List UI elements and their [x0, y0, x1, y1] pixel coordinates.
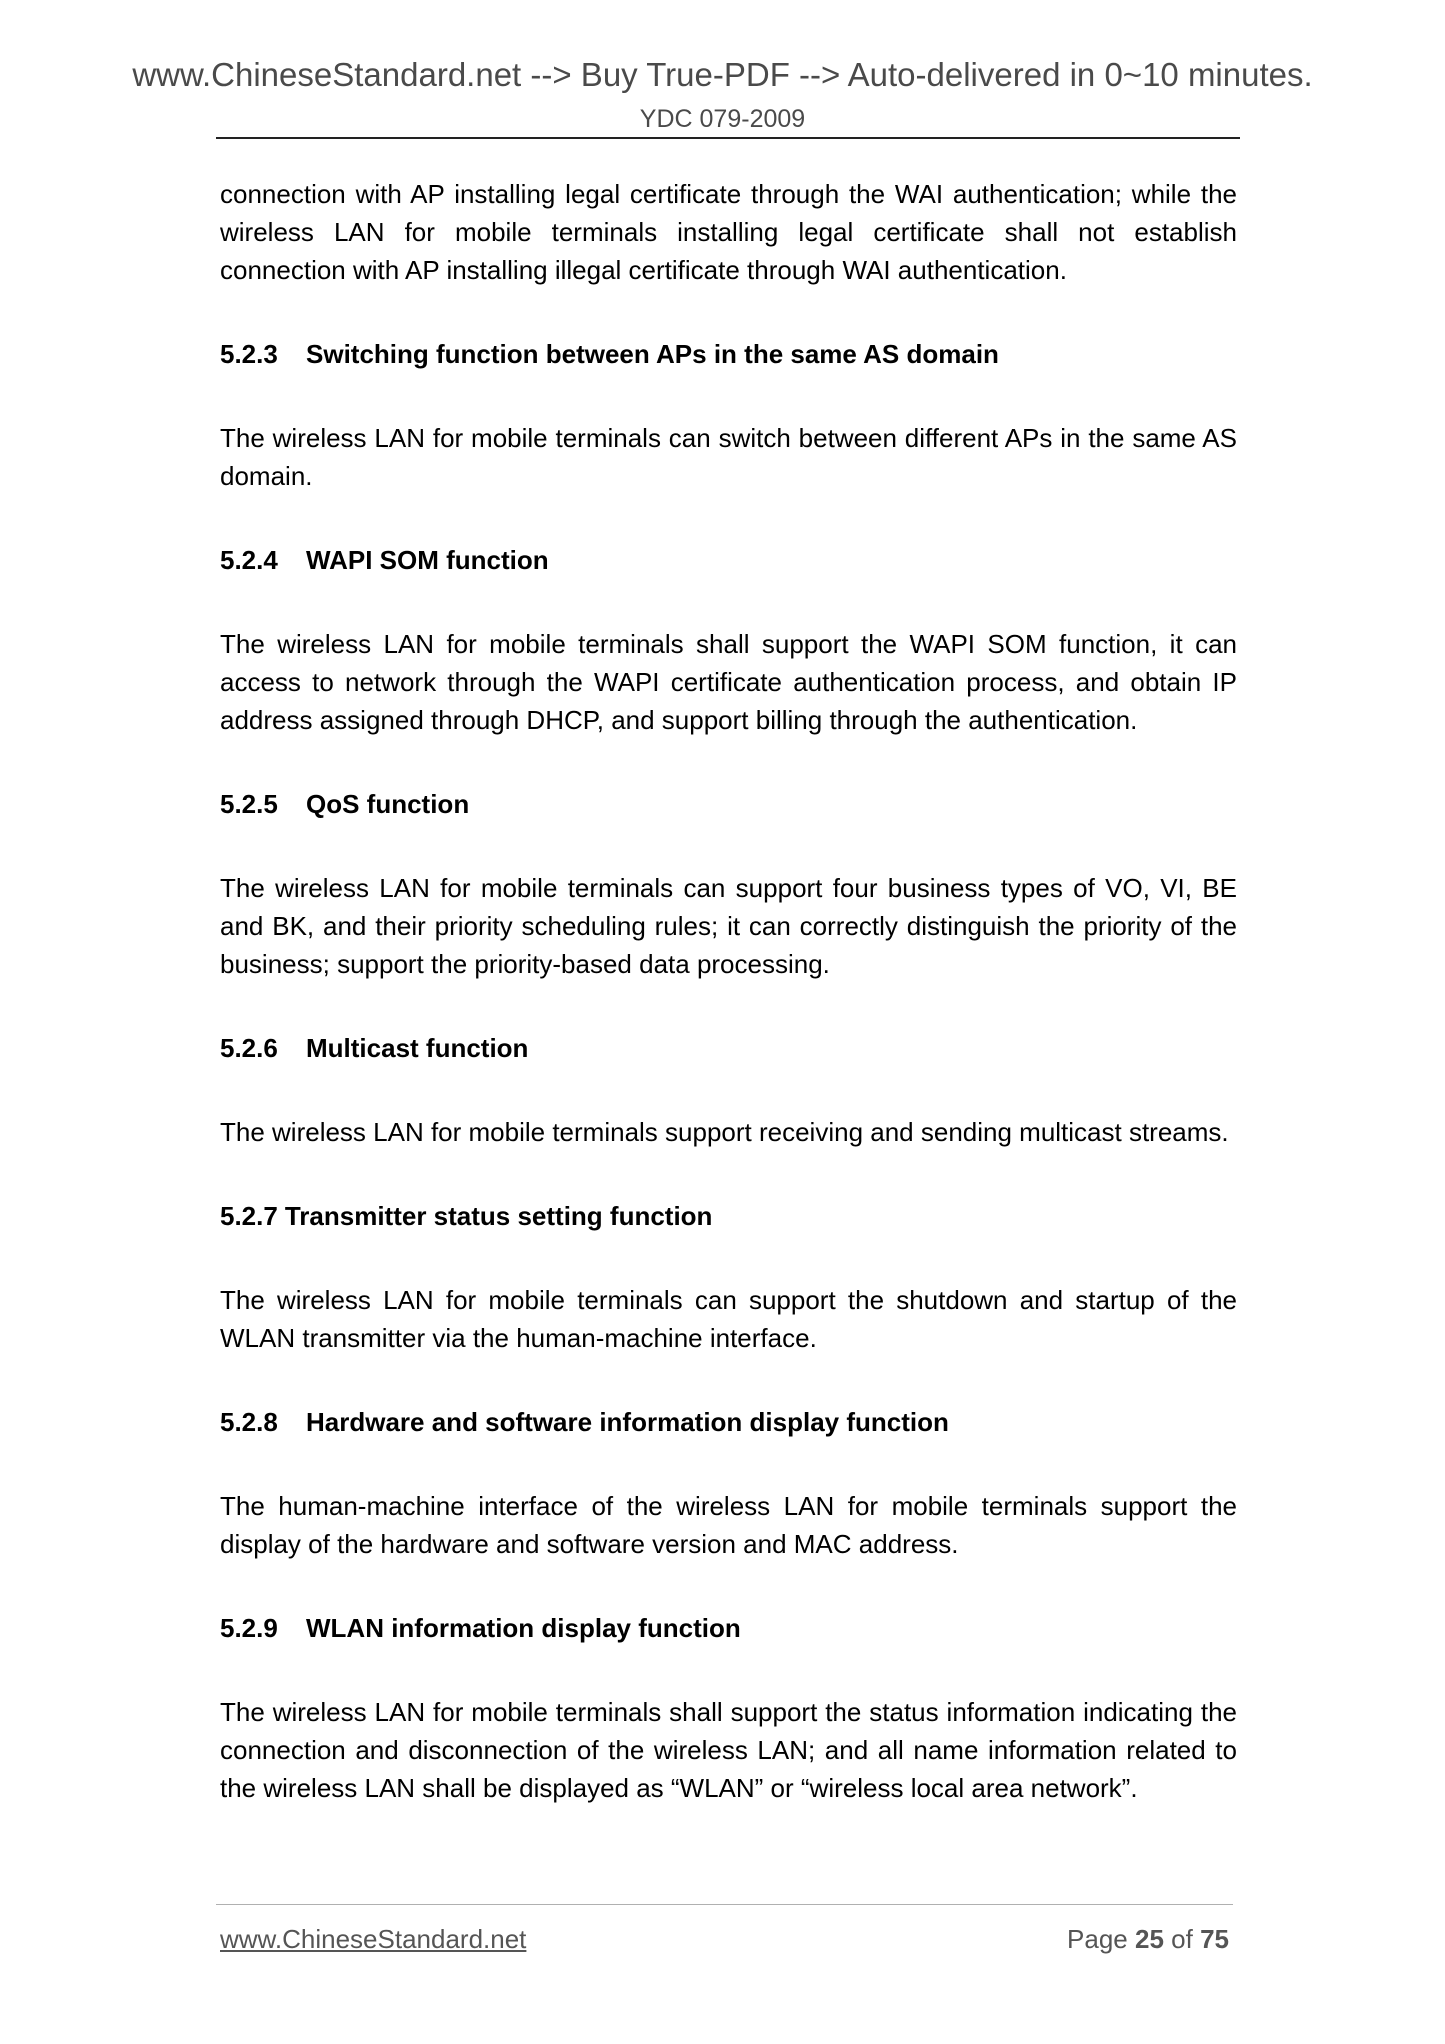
page-indicator: [1067, 1924, 1229, 1955]
section-number: 5.2.5: [220, 789, 278, 819]
page-label: Page: [1067, 1924, 1128, 1954]
section-paragraph-5-2-7: The wireless LAN for mobile terminals can support the shutdown and startup of the WLAN transmitter via the human-machine interface.: [220, 1285, 1237, 1353]
section-heading-5-2-5: [220, 785, 1237, 823]
section-title: Transmitter status setting function: [284, 1201, 713, 1231]
section-number: 5.2.4: [220, 545, 278, 575]
section-heading-5-2-3: [220, 335, 1237, 373]
section-heading-5-2-6: [220, 1029, 1237, 1067]
section-heading-5-2-9: [220, 1609, 1237, 1647]
section-heading-5-2-8: [220, 1403, 1237, 1441]
section-title: Multicast function: [306, 1033, 529, 1063]
page-of: of: [1171, 1924, 1193, 1954]
section-paragraph-5-2-4: The wireless LAN for mobile terminals shall support the WAPI SOM function, it can access to network through the WAPI certificate authentication process, and obtain IP address assigned through DHCP, and support billing through the authentication.: [220, 629, 1237, 735]
section-paragraph-5-2-8: The human-machine interface of the wireless LAN for mobile terminals support the display of the hardware and software version and MAC address.: [220, 1491, 1237, 1559]
section-paragraph-5-2-5: The wireless LAN for mobile terminals can support four business types of VO, VI, BE and BK, and their priority scheduling rules; it can correctly distinguish the priority of the business; support the priority-based data processing.: [220, 873, 1237, 979]
section-heading-5-2-4: [220, 541, 1237, 579]
section-title: WAPI SOM function: [306, 545, 549, 575]
section-number: 5.2.9: [220, 1613, 278, 1643]
section-number: 5.2.8: [220, 1407, 278, 1437]
section-title: WLAN information display function: [306, 1613, 741, 1643]
page-current: 25: [1135, 1924, 1164, 1954]
footer-website-link[interactable]: www.ChineseStandard.net: [220, 1924, 527, 1954]
section-title: Hardware and software information display function: [306, 1407, 949, 1437]
header-divider: [216, 137, 1240, 139]
standard-code: YDC 079-2009: [639, 105, 806, 133]
section-title: QoS function: [306, 789, 470, 819]
section-paragraph-5-2-6: The wireless LAN for mobile terminals support receiving and sending multicast streams.: [220, 1117, 1229, 1147]
footer-divider: [216, 1904, 1233, 1905]
header-banner: www.ChineseStandard.net --> Buy True-PDF --> Auto-delivered in 0~10 minutes.: [132, 56, 1313, 93]
section-number: 5.2.3: [220, 339, 278, 369]
section-heading-5-2-7: [220, 1197, 1237, 1235]
section-paragraph-5-2-9: The wireless LAN for mobile terminals shall support the status information indicating the connection and disconnection of the wireless LAN; and all name information related to the wireless LAN shall be displayed as “WLAN” or “wireless local area network”.: [220, 1697, 1237, 1803]
section-number: 5.2.6: [220, 1033, 278, 1063]
section-paragraph-5-2-3: The wireless LAN for mobile terminals can switch between different APs in the same AS domain.: [220, 423, 1237, 491]
document-body: [220, 175, 1237, 1853]
intro-paragraph: connection with AP installing legal certificate through the WAI authentication; while the wireless LAN for mobile terminals installing legal certificate shall not establish connection with AP installing illegal certificate through WAI authentication.: [220, 179, 1237, 285]
page-total: 75: [1200, 1924, 1229, 1954]
section-number: 5.2.7: [220, 1201, 278, 1231]
section-title: Switching function between APs in the same AS domain: [306, 339, 999, 369]
